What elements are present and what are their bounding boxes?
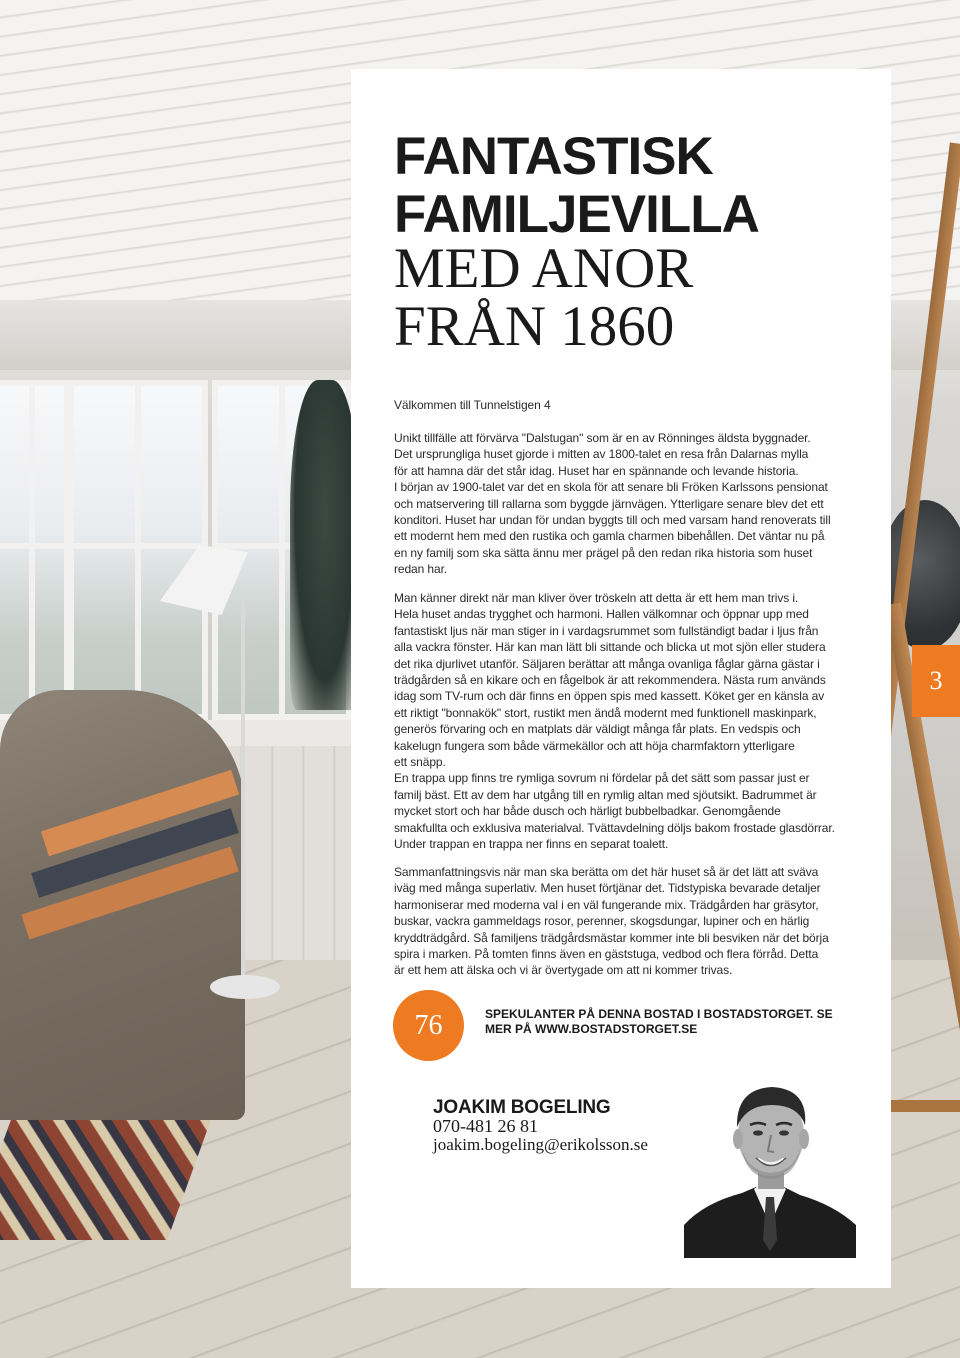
easel-crossbar <box>890 1100 960 1112</box>
text-line: familj bäst. Ett av dem har utgång till en rymlig altan med sjöutsikt. Badrummet är <box>394 787 817 802</box>
speculators-count-badge <box>393 990 464 1061</box>
text-line: I början av 1900-talet var det en skola för att senare bli Fröken Karlssons pensionat <box>394 480 828 495</box>
page-number-tab <box>912 645 960 717</box>
intro-text <box>394 397 854 413</box>
text-line: och matservering till rallarna som byggde järnvägen. Ytterligare senare blev det ett <box>394 496 824 511</box>
headline-serif <box>394 237 864 358</box>
text-line: harmoniserar med moderna val i en väl fungerande mix. Trädgården har gräsytor, <box>394 897 819 912</box>
text-line: alla vackra fönster. Här kan man lätt bli sittande och blicka ut mot sjön eller studera <box>394 640 826 655</box>
text-line: En trappa upp finns tre rymliga sovrum ni fördelar på det sätt som passar just er <box>394 771 810 786</box>
text-line: kryddträdgård. Så familjens trädgårdsmästar kommer inte bli besviken när det börja <box>394 930 829 945</box>
text-line: Hela huset andas trygghet och harmoni. Hallen välkomnar och öppnar upp med <box>394 607 809 622</box>
text-line: en ny familj som ska sätta ännu mer prägel på den redan rika historia som huset <box>394 545 813 560</box>
text-line: idag som TV-rum och där finns en öppen spis med kassett. Köket ger en känsla av <box>394 689 825 704</box>
text-line: ett riktigt "bonnakök" stort, rustikt men ändå modernt med funktionell maskinpark, <box>394 705 817 720</box>
agent-name: JOAKIM BOGELING <box>433 1097 611 1118</box>
text-line: ett modernt hem med den rustika och gamla charmen bibehållen. Det väntar nu på <box>394 529 825 544</box>
agent-portrait-image <box>684 1075 856 1258</box>
floor-lamp-pole <box>241 600 245 990</box>
text-line: trädgården så en kikare och en fågelbok är att rekommendera. Nästa rum används <box>394 673 826 688</box>
agent-portrait <box>684 1075 856 1258</box>
window-left <box>0 380 70 720</box>
promo-line: MER PÅ WWW.BOSTADSTORGET.SE <box>485 1022 698 1036</box>
pine-tree <box>290 380 360 710</box>
text-line: fantastiskt ljus när man stiger in i vardagsrummet som fullständigt badar i ljus från <box>394 623 819 638</box>
text-line: är ett hem att älska och vi är övertygade om att ni kommer trivas. <box>394 963 733 978</box>
speculators-promo <box>485 1007 855 1037</box>
agent-phone[interactable]: 070-481 26 81 <box>433 1116 538 1136</box>
promo-line: SPEKULANTER PÅ DENNA BOSTAD I BOSTADSTORGET. SE <box>485 1007 833 1021</box>
text-line: redan har. <box>394 562 448 577</box>
text-line: mycket stort och har både dusch och härligt bubbelbadkar. Genomgående <box>394 804 781 819</box>
text-line: Unikt tillfälle att förvärva "Dalstugan" som är en av Rönninges äldsta byggnader. <box>394 431 811 445</box>
text-line: ett snäpp. <box>394 755 446 770</box>
paragraph-summary <box>394 864 854 979</box>
text-line: det rika djurlivet utanför. Säljaren berättar att många ovanliga fåglar gärna gästar i <box>394 656 820 671</box>
text-line: smakfullta och exklusiva materialval. Tvättavdelning döljs bakom frostade glasdörrar. <box>394 820 835 835</box>
text-line: för att hamna där det står idag. Huset har en spännande och levande historia. <box>394 463 799 478</box>
text-line: konditori. Huset har undan för undan byggts till och med varsam hand renoverats till <box>394 513 831 528</box>
text-line: Det ursprungliga huset gjorde i mitten av 1800-talet en resa från Dalarnas mylla <box>394 447 809 462</box>
agent-email[interactable]: joakim.bogeling@erikolsson.se <box>433 1135 648 1154</box>
window-middle <box>68 380 208 720</box>
text-line: generös förvaring och en matplats där väldigt många får plats. En vedspis och <box>394 722 801 737</box>
speculators-count: 76 <box>414 1009 443 1041</box>
blanket-armchair <box>0 690 245 1120</box>
text-line: Under trappan en trappa ner finns en separat toalett. <box>394 837 669 852</box>
headline-line: MED ANOR <box>394 237 694 300</box>
text-line: iväg med många superlativ. Men huset förtjänar det. Tidstypiska bevarade detaljer <box>394 881 821 896</box>
headline-line: FRÅN 1860 <box>394 295 675 358</box>
text-line: buskar, vackra gammeldags rosor, perenner, skogsdungar, lupiner och en härlig <box>394 914 810 929</box>
paragraph-interior <box>394 590 854 853</box>
text-line: Man känner direkt när man kliver över tröskeln att detta är ett hem man trivs i. <box>394 591 799 605</box>
text-line: kakelugn fungera som både värmekällor och att höja charmfaktorn ytterligare <box>394 738 795 753</box>
text-line: spira i marken. På tomten finns även en gäststuga, vedbod och flera förråd. Detta <box>394 947 819 962</box>
headline-line: FAMILJEVILLA <box>394 185 759 244</box>
intro-line: Välkommen till Tunnelstigen 4 <box>394 398 551 412</box>
floor-lamp-base <box>210 975 280 999</box>
text-line: Sammanfattningsvis när man ska berätta om det här huset så är det lätt att sväva <box>394 865 819 879</box>
headline-line: FANTASTISK <box>394 127 713 186</box>
page-number: 3 <box>929 666 943 695</box>
paragraph-history <box>394 430 854 578</box>
headline-bold <box>394 128 864 244</box>
